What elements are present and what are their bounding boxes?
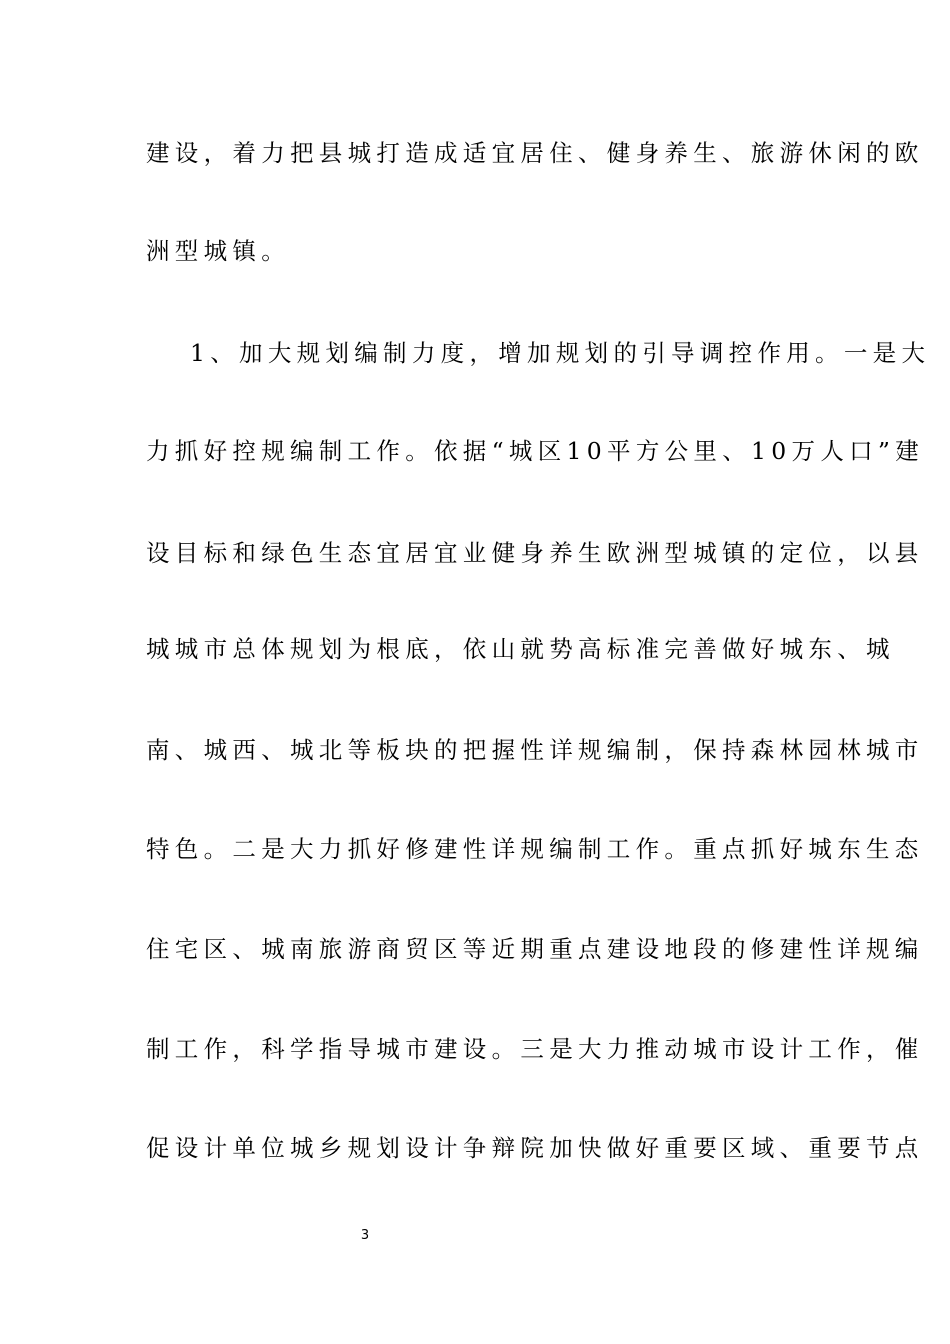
text-line: 南、城西、城北等板块的把握性详规编制，保持森林园林城市 xyxy=(146,736,924,764)
text-line: 洲型城镇。 xyxy=(146,237,290,265)
text-line: 促设计单位城乡规划设计争辩院加快做好重要区域、重要节点 xyxy=(146,1134,924,1162)
text-line: 设目标和绿色生态宜居宜业健身养生欧洲型城镇的定位，以县 xyxy=(146,539,924,567)
text-line: 制工作，科学指导城市建设。三是大力推动城市设计工作，催 xyxy=(146,1035,924,1063)
paragraph-first-line: 1、加大规划编制力度，增加规划的引导调控作用。一是大 xyxy=(190,339,931,367)
text-line: 城城市总体规划为根底，依山就势高标准完善做好城东、城 xyxy=(146,635,895,663)
text-line: 住宅区、城南旅游商贸区等近期重点建设地段的修建性详规编 xyxy=(146,935,924,963)
text-line: 力抓好控规编制工作。依据“城区10平方公里、10万人口”建 xyxy=(146,437,925,465)
page-number: 3 xyxy=(360,1228,370,1243)
text-line: 建设，着力把县城打造成适宜居住、健身养生、旅游休闲的欧 xyxy=(146,139,924,167)
text-line: 特色。二是大力抓好修建性详规编制工作。重点抓好城东生态 xyxy=(146,835,924,863)
